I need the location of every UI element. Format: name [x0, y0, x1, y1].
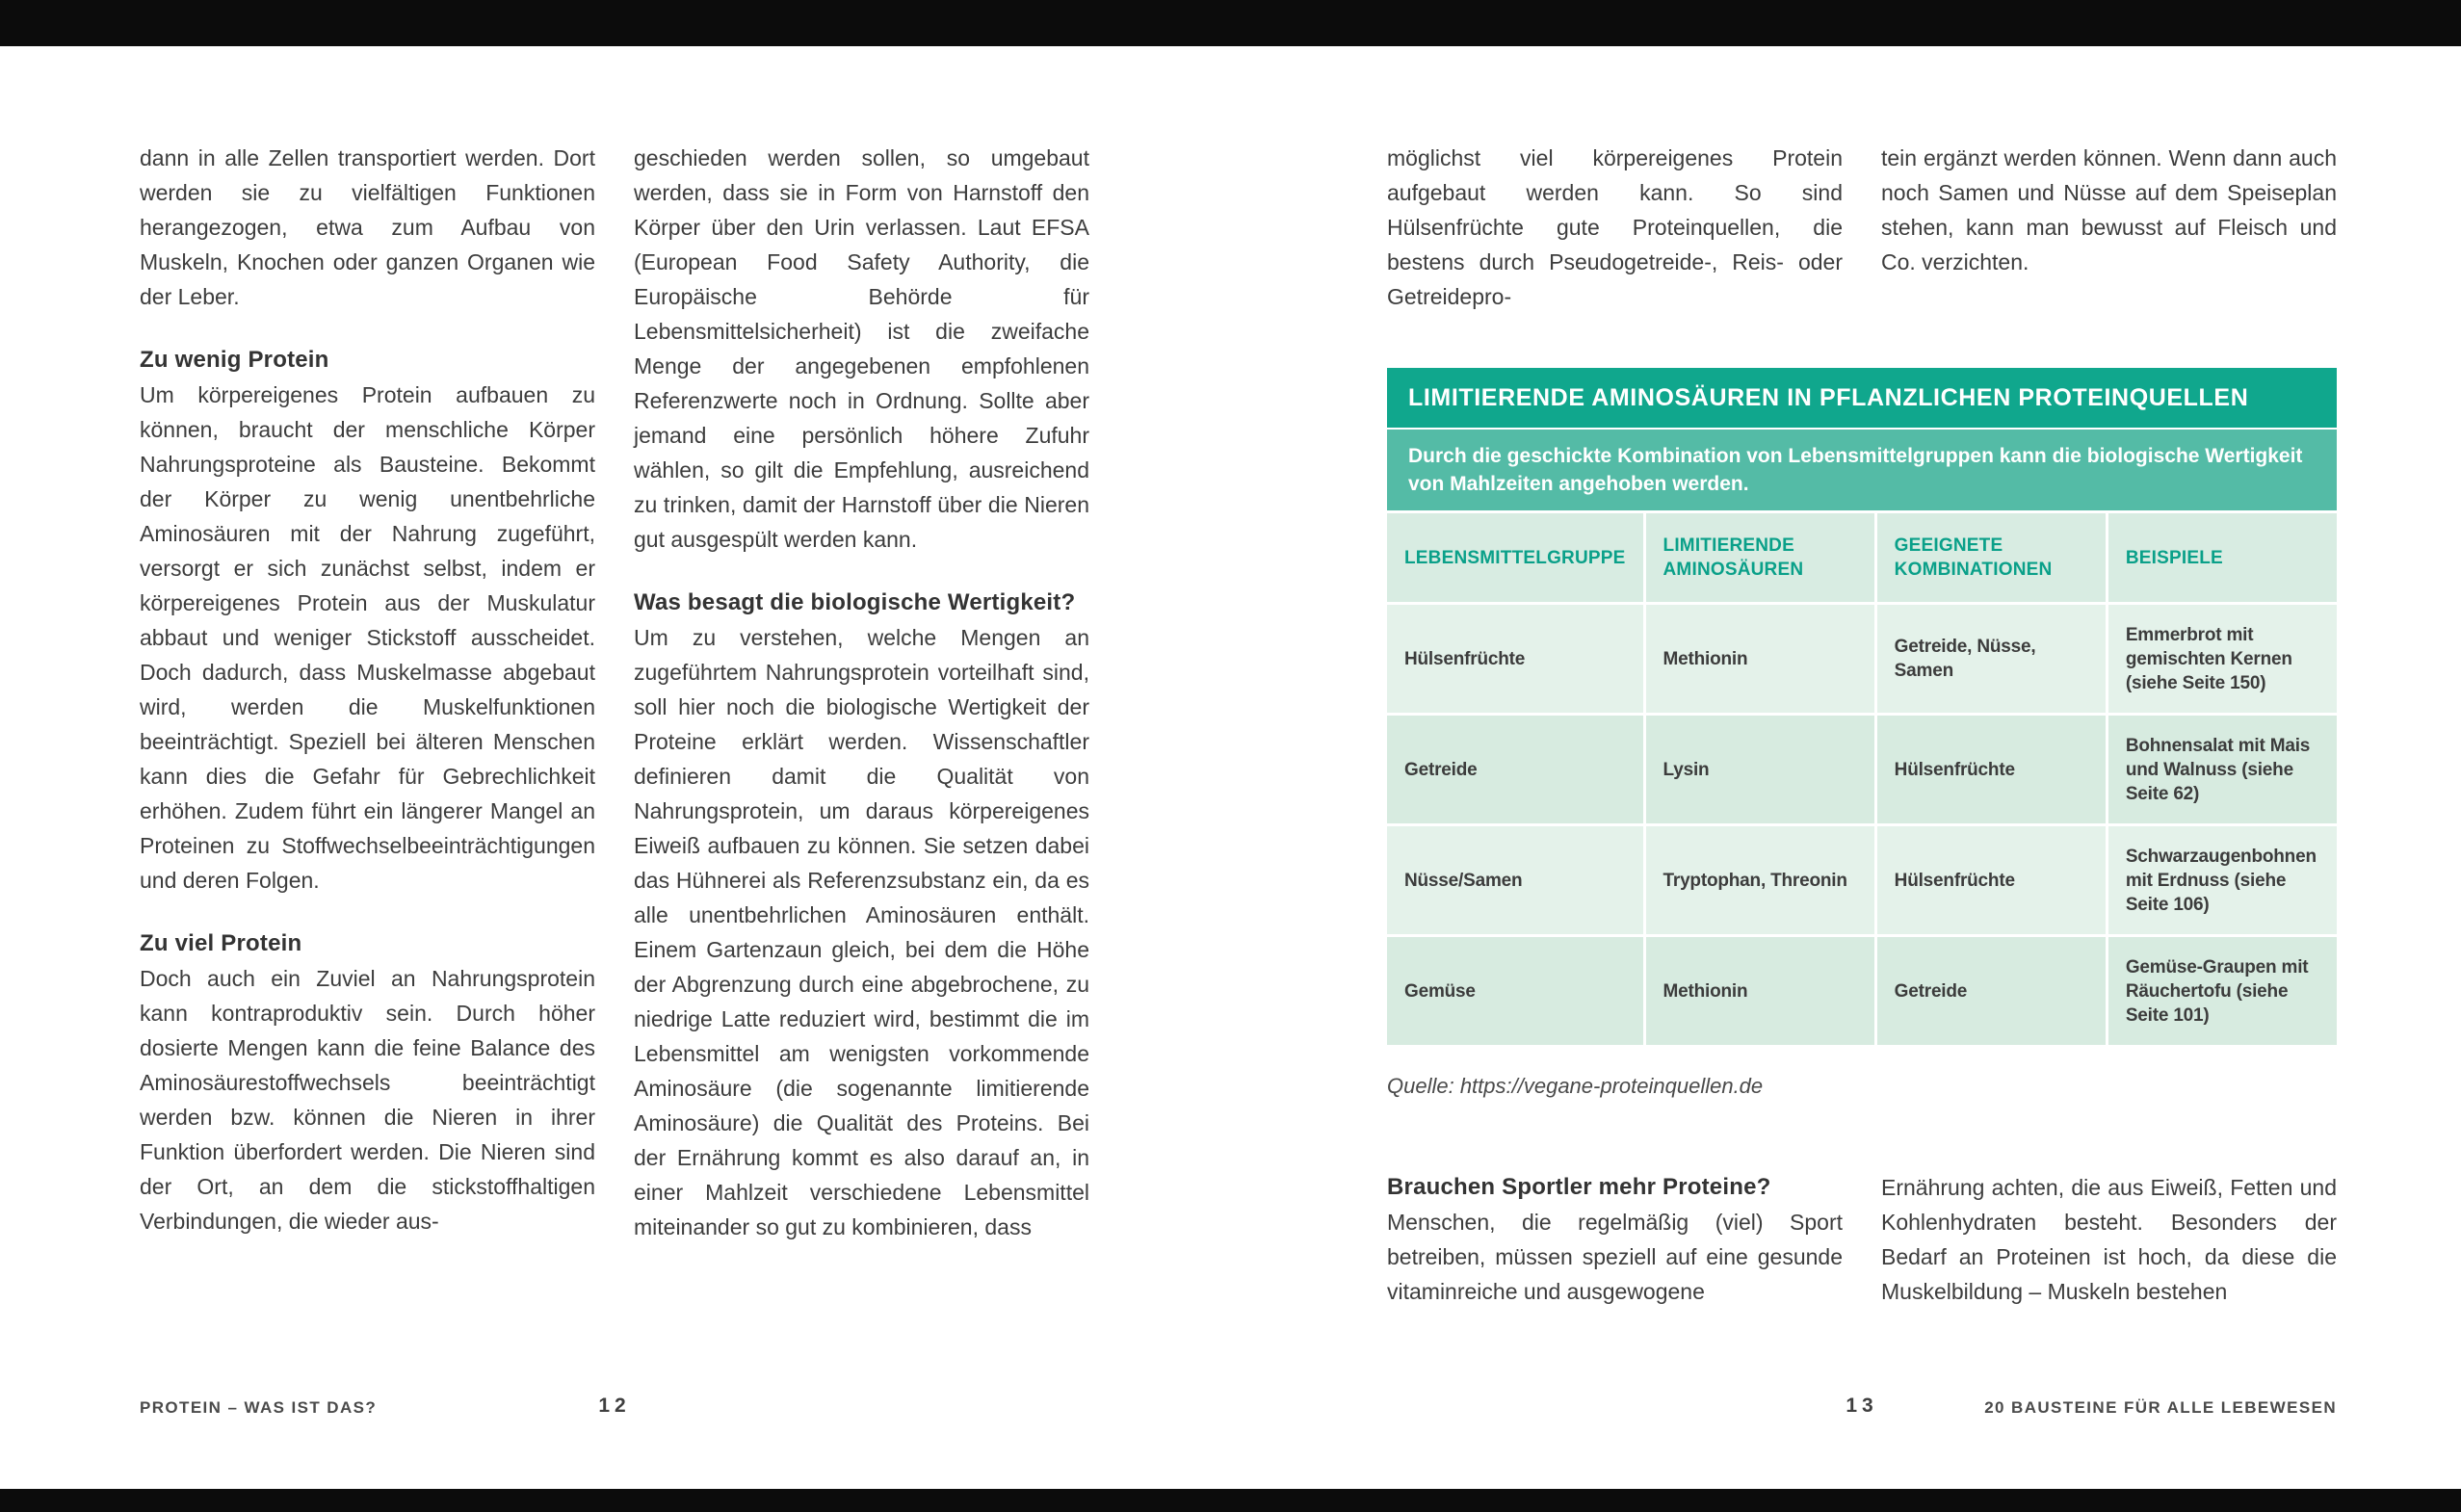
- table-header-lebensmittelgruppe: LEBENSMITTELGRUPPE: [1387, 513, 1643, 602]
- table-subtitle-text: Durch die geschickte Kombination von Lebensmittelgruppen kann die biologische Wertigkeit von Mahlzeiten angehoben werden.: [1408, 445, 2303, 495]
- table-grid: [1387, 513, 2337, 1045]
- table-cell: Getreide, Nüsse, Samen: [1877, 605, 2106, 713]
- footer-left: [140, 1395, 1089, 1423]
- amino-acids-table: [1387, 368, 2337, 1045]
- table-cell: Gemüse-Graupen mit Räuchertofu (siehe Seite 101): [2108, 937, 2337, 1045]
- table-header-limitierende-aminosaeuren: LIMITIERENDE AMINOSÄUREN: [1646, 513, 1874, 602]
- paragraph: geschieden werden sollen, so umgebaut werden, dass sie in Form von Harnstoff den Körper über den Urin verlassen. Laut EFSA (European Food Safety Authority, die Europäische Behörde für Lebensmittelsicherheit) ist die zweifache Menge der angegebenen empfohlenen Referenzwerte noch in Ordnung. Sollte aber jemand eine persönlich höhere Zufuhr wählen, so gilt die Empfehlung, ausreichend zu trinken, damit der Harnstoff über die Nieren gut ausgespült werden kann.: [634, 145, 1089, 552]
- left-page-columns: [140, 141, 1089, 1244]
- page-right: [1387, 141, 2337, 1309]
- table-source: Quelle: https://vegane-proteinquellen.de: [1387, 1074, 1764, 1098]
- running-title-left: PROTEIN – WAS IST DAS?: [140, 1398, 378, 1417]
- bottom-black-bar: [0, 1489, 2461, 1512]
- paragraph: Doch auch ein Zuviel an Nahrungsprotein kann kontraproduktiv sein. Durch höher dosierte Mengen kann die feine Balance des Aminosäurestoffwechsels beeinträchtigt werden bzw. können die Nieren in ihrer Funktion überfordert werden. Die Nieren sind der Ort, an dem die stickstoffhaltigen Verbindungen, die wieder aus-: [140, 966, 595, 1234]
- paragraph: Ernährung achten, die aus Eiweiß, Fetten und Kohlenhydraten besteht. Besonders der Bedarf an Proteinen ist hoch, da diese die Muskelbildung – Muskeln bestehen: [1881, 1175, 2337, 1304]
- table-cell: Hülsenfrüchte: [1877, 716, 2106, 823]
- page-left: [140, 141, 1089, 1244]
- table-cell: Bohnensalat mit Mais und Walnuss (siehe Seite 62): [2108, 716, 2337, 823]
- right-page-intro-column-1: [1387, 141, 1843, 314]
- table-subtitle: [1387, 430, 2337, 510]
- table-header-geeignete-kombinationen: GEEIGNETE KOMBINATIONEN: [1877, 513, 2106, 602]
- table-header-beispiele: BEISPIELE: [2108, 513, 2337, 602]
- sport-column-1: [1387, 1170, 1843, 1309]
- table-cell: Nüsse/Samen: [1387, 826, 1643, 934]
- section-heading-biologische-wertigkeit: Was besagt die biologische Wertigkeit?: [634, 589, 1076, 615]
- right-page-intro-columns: [1387, 141, 2337, 314]
- page-number-right: 13: [1846, 1395, 1878, 1417]
- table-cell: Lysin: [1646, 716, 1874, 823]
- footer-right: [1387, 1395, 2337, 1423]
- table-cell: Gemüse: [1387, 937, 1643, 1045]
- running-title-right: 20 BAUSTEINE FÜR ALLE LEBEWESEN: [1984, 1398, 2337, 1417]
- top-black-bar: [0, 0, 2461, 46]
- table-cell: Methionin: [1646, 605, 1874, 713]
- table-cell: Hülsenfrüchte: [1387, 605, 1643, 713]
- table-cell: Schwarzaugenbohnen mit Erdnuss (siehe Seite 106): [2108, 826, 2337, 934]
- left-page-column-1: [140, 141, 595, 1244]
- table-cell: Tryptophan, Threonin: [1646, 826, 1874, 934]
- left-page-column-2: [634, 141, 1089, 1244]
- page-number-left: 12: [598, 1395, 631, 1417]
- right-page-intro-column-2: [1881, 141, 2337, 314]
- paragraph: möglichst viel körpereigenes Protein aufgebaut werden kann. So sind Hülsenfrüchte gute Proteinquellen, die bestens durch Pseudogetreide-, Reis- oder Getreidepro-: [1387, 145, 1843, 309]
- sport-column-2: [1881, 1170, 2337, 1309]
- paragraph: Um körpereigenes Protein aufbauen zu können, braucht der menschliche Körper Nahrungsproteine als Bausteine. Bekommt der Körper zu wenig unentbehrliche Aminosäuren mit der Nahrung zugeführt, versorgt er sich zunächst selbst, indem er körpereigenes Protein aus der Muskulatur abbaut und weniger Stickstoff ausscheidet. Doch dadurch, dass Muskelmasse abgebaut wird, werden die Muskelfunktionen beeinträchtigt. Speziell bei älteren Menschen kann dies die Gefahr für Gebrechlichkeit erhöhen. Zudem führt ein längerer Mangel an Proteinen zu Stoffwechselbeeinträchtigungen und deren Folgen.: [140, 382, 595, 893]
- paragraph: Menschen, die regelmäßig (viel) Sport betreiben, müssen speziell auf eine gesunde vitaminreiche und ausgewogene: [1387, 1210, 1843, 1304]
- sport-section: [1387, 1170, 2337, 1309]
- table-title: LIMITIERENDE AMINOSÄUREN IN PFLANZLICHEN PROTEINQUELLEN: [1387, 368, 2337, 428]
- paragraph: tein ergänzt werden können. Wenn dann auch noch Samen und Nüsse auf dem Speiseplan stehen, kann man bewusst auf Fleisch und Co. verzichten.: [1881, 145, 2337, 274]
- table-cell: Emmerbrot mit gemischten Kernen (siehe Seite 150): [2108, 605, 2337, 713]
- section-heading-sportler: Brauchen Sportler mehr Proteine?: [1387, 1174, 1771, 1200]
- section-heading-zu-viel-protein: Zu viel Protein: [140, 930, 302, 956]
- table-cell: Methionin: [1646, 937, 1874, 1045]
- paragraph: Um zu verstehen, welche Mengen an zugeführtem Nahrungsprotein vorteilhaft sind, soll hier noch die biologische Wertigkeit der Proteine erklärt werden. Wissenschaftler definieren damit die Qualität von Nahrungsprotein, um daraus körpereigenes Eiweiß aufbauen zu können. Sie setzen dabei das Hühnerei als Referenzsubstanz ein, da es alle unentbehrlichen Aminosäuren enthält. Einem Gartenzaun gleich, bei dem die Höhe der Abgrenzung durch eine abgebrochene, zu niedrige Latte reduziert wird, bestimmt die im Lebensmittel am wenigsten vorkommende Aminosäure (die sogenannte limitierende Aminosäure) die Qualität des Proteins. Bei der Ernährung kommt es also darauf an, in einer Mahlzeit verschiedene Lebensmittel miteinander so gut zu kombinieren, dass: [634, 625, 1089, 1239]
- table-cell: Getreide: [1387, 716, 1643, 823]
- table-cell: Getreide: [1877, 937, 2106, 1045]
- section-heading-zu-wenig-protein: Zu wenig Protein: [140, 347, 329, 373]
- table-cell: Hülsenfrüchte: [1877, 826, 2106, 934]
- paragraph: dann in alle Zellen transportiert werden. Dort werden sie zu vielfältigen Funktionen herangezogen, etwa zum Aufbau von Muskeln, Knochen oder ganzen Organen wie der Leber.: [140, 145, 595, 309]
